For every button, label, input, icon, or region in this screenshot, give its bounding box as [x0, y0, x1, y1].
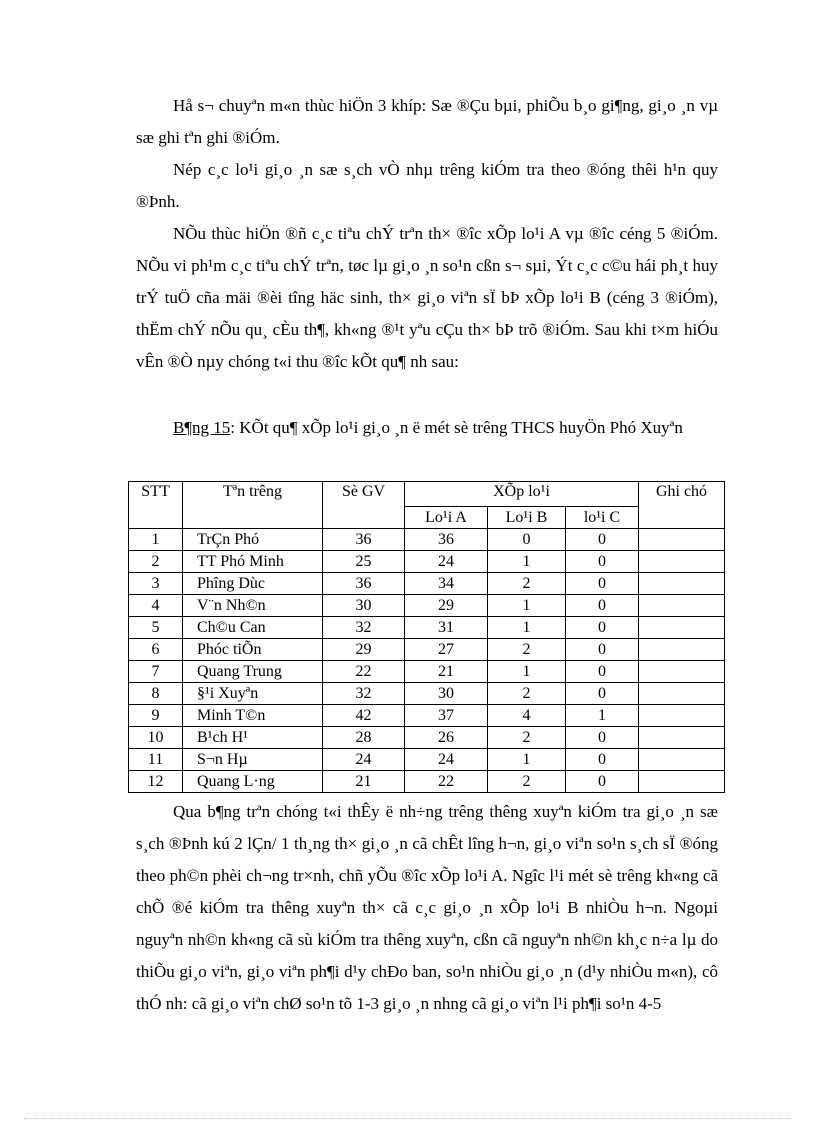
- grade-b-cell: 1: [488, 661, 566, 683]
- grade-c-cell: 0: [566, 771, 639, 793]
- teacher-count-cell: 32: [323, 617, 405, 639]
- school-name-cell: TT Phó Minh: [183, 551, 323, 573]
- table-row: [129, 661, 725, 683]
- header-school-name: Tªn trêng: [183, 482, 323, 529]
- row-number-cell: 9: [129, 705, 183, 727]
- paragraph: Hå s¬ chuyªn m«n thùc hiÖn 3 khíp: Sæ ®Çu bµi, phiÕu b¸o gi¶ng, gi¸o ¸n vµ sæ ghi tªn ghi ®iÓm.: [136, 96, 718, 147]
- table-row: [129, 749, 725, 771]
- grading-table: [128, 481, 725, 793]
- grade-a-cell: 24: [405, 749, 488, 771]
- grade-b-cell: 4: [488, 705, 566, 727]
- grade-a-cell: 22: [405, 771, 488, 793]
- table-row: [129, 573, 725, 595]
- header-grade-c: lo¹i C: [566, 507, 639, 529]
- row-number-cell: 3: [129, 573, 183, 595]
- notes-cell: [639, 551, 725, 573]
- grade-b-cell: 1: [488, 617, 566, 639]
- header-notes: Ghi chó: [639, 482, 725, 529]
- grade-a-cell: 37: [405, 705, 488, 727]
- notes-cell: [639, 529, 725, 551]
- school-name-cell: V¨n Nh©n: [183, 595, 323, 617]
- row-number-cell: 10: [129, 727, 183, 749]
- teacher-count-cell: 29: [323, 639, 405, 661]
- paragraph: Nép c¸c lo¹i gi¸o ¸n sæ s¸ch vÒ nhµ trêng kiÓm tra theo ®óng thêi h¹n quy ®Þnh.: [136, 160, 718, 211]
- table-caption-label: B¶ng 15: [173, 418, 231, 437]
- grade-c-cell: 0: [566, 551, 639, 573]
- school-name-cell: Quang Trung: [183, 661, 323, 683]
- school-name-cell: Quang L·ng: [183, 771, 323, 793]
- teacher-count-cell: 22: [323, 661, 405, 683]
- grade-c-cell: 0: [566, 529, 639, 551]
- notes-cell: [639, 595, 725, 617]
- grade-c-cell: 0: [566, 617, 639, 639]
- school-name-cell: Minh T©n: [183, 705, 323, 727]
- grade-c-cell: 0: [566, 639, 639, 661]
- school-name-cell: S¬n Hµ: [183, 749, 323, 771]
- table-row: [129, 595, 725, 617]
- grade-c-cell: 1: [566, 705, 639, 727]
- row-number-cell: 8: [129, 683, 183, 705]
- grade-a-cell: 31: [405, 617, 488, 639]
- grade-a-cell: 29: [405, 595, 488, 617]
- table-row: [129, 771, 725, 793]
- notes-cell: [639, 573, 725, 595]
- row-number-cell: 7: [129, 661, 183, 683]
- grade-b-cell: 2: [488, 683, 566, 705]
- grade-a-cell: 34: [405, 573, 488, 595]
- notes-cell: [639, 617, 725, 639]
- grade-b-cell: 0: [488, 529, 566, 551]
- teacher-count-cell: 28: [323, 727, 405, 749]
- grade-b-cell: 2: [488, 573, 566, 595]
- grade-a-cell: 36: [405, 529, 488, 551]
- conclusion-text: [136, 796, 718, 1020]
- grade-b-cell: 1: [488, 551, 566, 573]
- grade-a-cell: 24: [405, 551, 488, 573]
- grade-c-cell: 0: [566, 661, 639, 683]
- notes-cell: [639, 771, 725, 793]
- row-number-cell: 1: [129, 529, 183, 551]
- table-row: [129, 529, 725, 551]
- row-number-cell: 12: [129, 771, 183, 793]
- table-caption: [136, 412, 718, 444]
- grade-c-cell: 0: [566, 573, 639, 595]
- table-row: [129, 551, 725, 573]
- teacher-count-cell: 42: [323, 705, 405, 727]
- grade-b-cell: 2: [488, 727, 566, 749]
- teacher-count-cell: 25: [323, 551, 405, 573]
- header-grade-a: Lo¹i A: [405, 507, 488, 529]
- table-row: [129, 683, 725, 705]
- notes-cell: [639, 749, 725, 771]
- row-number-cell: 11: [129, 749, 183, 771]
- notes-cell: [639, 727, 725, 749]
- table-row: [129, 727, 725, 749]
- intro-text: [136, 90, 718, 378]
- grade-b-cell: 1: [488, 749, 566, 771]
- table-row: [129, 639, 725, 661]
- paragraph: Qua b¶ng trªn chóng t«i thÊy ë nh÷ng trêng thêng xuyªn kiÓm tra gi¸o ¸n sæ s¸ch ®Þnh kú 2 lÇn/ 1 th¸ng th× gi¸o ¸n cã chÊt lîng h¬n, gi¸o viªn so¹n s¸ch sÏ ®óng theo ph©n phèi ch¬ng tr×nh, chñ yÕu ®îc xÕp lo¹i A. Ngîc l¹i mét sè trêng kh«ng cã chÕ ®é kiÓm tra thêng xuyªn th× cã c¸c gi¸o ¸n xÕp lo¹i B nhiÒu h¬n. Ngoµi nguyªn nh©n kh«ng cã sù kiÓm tra thêng xuyªn, cßn cã nguyªn nh©n kh¸c n÷a lµ do thiÕu gi¸o viªn, gi¸o viªn ph¶i d¹y chÐo ban, so¹n nhiÒu gi¸o ¸n (d¹y nhiÒu m«n), cô thÓ nh: cã gi¸o viªn chØ so¹n tõ 1-3 gi¸o ¸n nhng cã gi¸o viªn l¹i ph¶i so¹n 4-5: [136, 802, 718, 1013]
- table-row: [129, 705, 725, 727]
- school-name-cell: Phóc tiÕn: [183, 639, 323, 661]
- header-grading: XÕp lo¹i: [405, 482, 639, 507]
- grade-a-cell: 30: [405, 683, 488, 705]
- header-stt: STT: [129, 482, 183, 529]
- paragraph: NÕu thùc hiÖn ®ñ c¸c tiªu chÝ trªn th× ®îc xÕp lo¹i A vµ ®îc céng 5 ®iÓm. NÕu vi ph¹m c¸c tiªu chÝ trªn, tøc lµ gi¸o ¸n so¹n cßn s¬ sµi, Ýt c¸c c©u hái ph¸t huy trÝ tuÖ cña mäi ®èi tîng häc sinh, th× gi¸o viªn sÏ bÞ xÕp lo¹i B (céng 3 ®iÓm), thËm chÝ nÕu qu¸ cÈu th¶, kh«ng ®¹t yªu cÇu th× bÞ trõ ®iÓm. Sau khi t×m hiÓu vÊn ®Ò nµy chóng t«i thu ®îc kÕt qu¶ nh sau:: [136, 224, 718, 371]
- page-bottom-divider: [24, 1118, 792, 1119]
- grade-b-cell: 1: [488, 595, 566, 617]
- school-name-cell: B¹ch H¹: [183, 727, 323, 749]
- notes-cell: [639, 705, 725, 727]
- grade-c-cell: 0: [566, 749, 639, 771]
- teacher-count-cell: 36: [323, 529, 405, 551]
- table-row: [129, 617, 725, 639]
- row-number-cell: 6: [129, 639, 183, 661]
- grade-a-cell: 27: [405, 639, 488, 661]
- grade-b-cell: 2: [488, 639, 566, 661]
- grade-c-cell: 0: [566, 727, 639, 749]
- grade-a-cell: 26: [405, 727, 488, 749]
- teacher-count-cell: 32: [323, 683, 405, 705]
- grade-c-cell: 0: [566, 683, 639, 705]
- row-number-cell: 4: [129, 595, 183, 617]
- header-grade-b: Lo¹i B: [488, 507, 566, 529]
- notes-cell: [639, 639, 725, 661]
- teacher-count-cell: 24: [323, 749, 405, 771]
- teacher-count-cell: 21: [323, 771, 405, 793]
- grade-c-cell: 0: [566, 595, 639, 617]
- header-teacher-count: Sè GV: [323, 482, 405, 529]
- notes-cell: [639, 683, 725, 705]
- school-name-cell: §¹i Xuyªn: [183, 683, 323, 705]
- teacher-count-cell: 36: [323, 573, 405, 595]
- table-caption-text: : KÕt qu¶ xÕp lo¹i gi¸o ¸n ë mét sè trêng THCS huyÖn Phó Xuyªn: [230, 418, 683, 437]
- school-name-cell: TrÇn Phó: [183, 529, 323, 551]
- notes-cell: [639, 661, 725, 683]
- teacher-count-cell: 30: [323, 595, 405, 617]
- grade-a-cell: 21: [405, 661, 488, 683]
- school-name-cell: Phîng Dùc: [183, 573, 323, 595]
- row-number-cell: 2: [129, 551, 183, 573]
- row-number-cell: 5: [129, 617, 183, 639]
- school-name-cell: Ch©u Can: [183, 617, 323, 639]
- grade-b-cell: 2: [488, 771, 566, 793]
